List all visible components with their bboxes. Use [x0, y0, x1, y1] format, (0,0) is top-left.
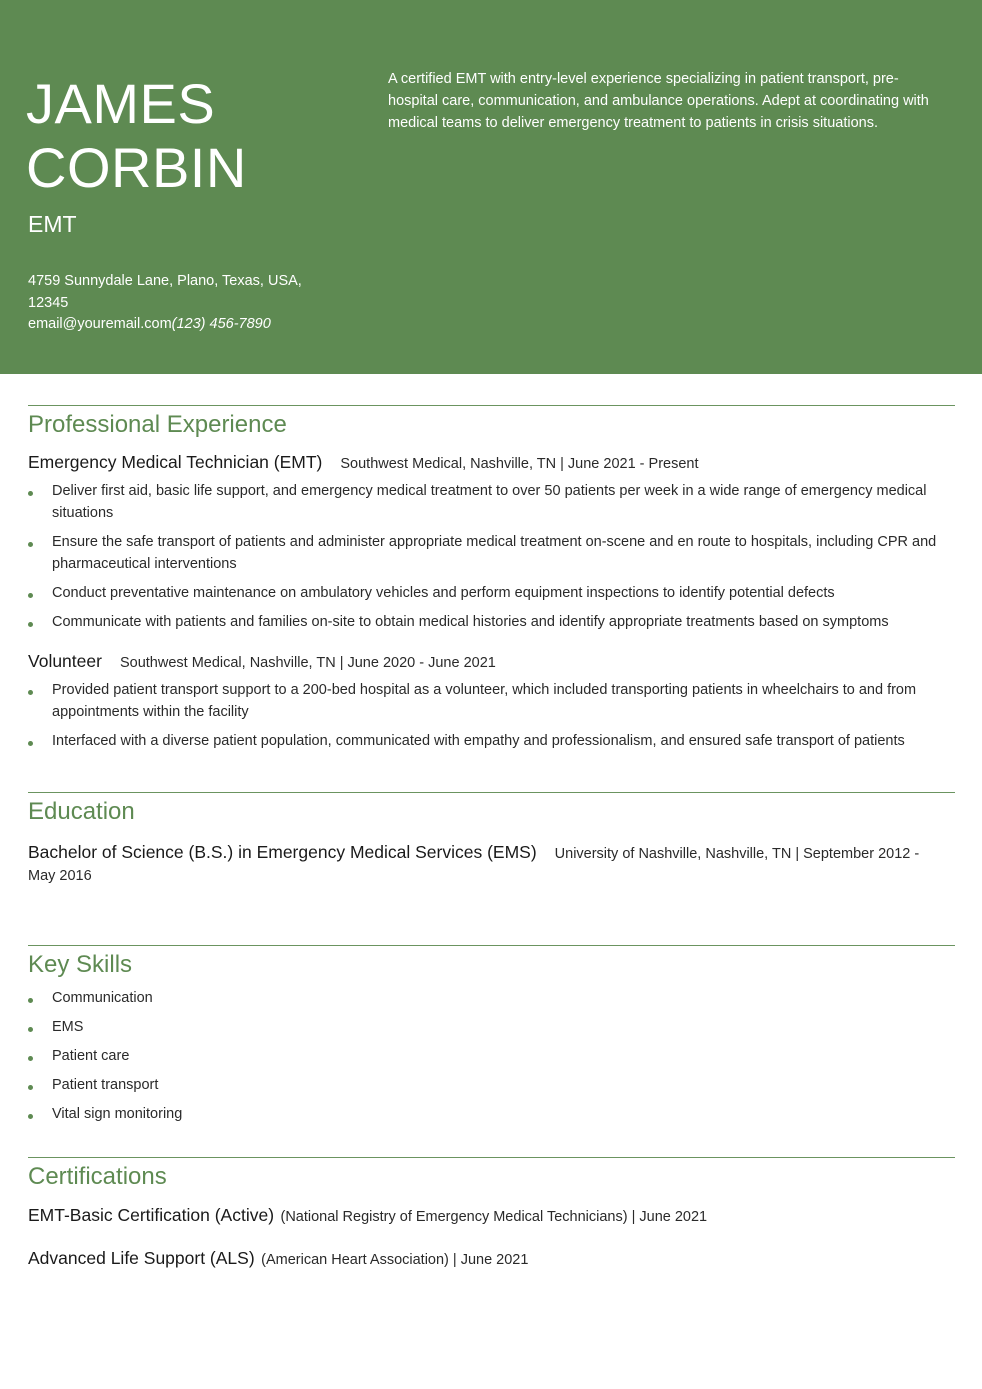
list-item: Interfaced with a diverse patient population, communicated with empathy and professionalism, and ensured safe transport of patients [28, 730, 955, 752]
list-item: Deliver first aid, basic life support, and emergency medical treatment to over 50 patients per week in a wide range of emergency medical situations [28, 480, 955, 524]
skills-list [28, 987, 955, 1125]
degree: Bachelor of Science (B.S.) in Emergency Medical Services (EMS) [28, 842, 537, 862]
job-meta: Southwest Medical, Nashville, TN | June 2020 - June 2021 [119, 655, 496, 671]
section-title: Professional Experience [28, 411, 287, 438]
section-divider [28, 792, 955, 793]
list-item: Ensure the safe transport of patients and administer appropriate medical treatment on-scene and en route to hospitals, including CPR and pharmaceutical interventions [28, 531, 955, 575]
job-entry [28, 651, 955, 752]
certification-name: EMT-Basic Certification (Active) [28, 1205, 275, 1225]
list-item: Provided patient transport support to a 200-bed hospital as a volunteer, which included transporting patients in wheelchairs to and from appointments within the facility [28, 679, 955, 723]
certification-entry [28, 1205, 955, 1226]
certification-entry [28, 1248, 955, 1269]
experience-section [28, 405, 955, 752]
certification-name: Advanced Life Support (ALS) [28, 1248, 255, 1268]
list-item: Patient care [28, 1045, 955, 1067]
list-item: Communicate with patients and families on-site to obtain medical histories and identify appropriate treatments based on symptoms [28, 611, 955, 633]
job-bullets [28, 679, 955, 752]
certification-meta: (American Heart Association) | June 2021 [261, 1252, 529, 1268]
list-item: Conduct preventative maintenance on ambulatory vehicles and perform equipment inspections to identify potential defects [28, 582, 955, 604]
section-divider [28, 945, 955, 946]
address: 4759 Sunnydale Lane, Plano, Texas, USA, 12345 [28, 273, 302, 311]
list-item: Patient transport [28, 1074, 955, 1096]
last-name: CORBIN [26, 136, 247, 199]
profile-summary: A certified EMT with entry-level experience specializing in patient transport, pre-hospital care, communication, and ambulance operations. Adept at coordinating with medical teams to deliver emergency treatment to patients in crisis situations. [388, 71, 929, 131]
education-section [28, 792, 955, 887]
header-banner [0, 0, 982, 374]
candidate-name [26, 72, 247, 200]
job-entry [28, 452, 955, 633]
skills-section [28, 945, 955, 1125]
first-name: JAMES [26, 72, 216, 135]
list-item: Communication [28, 987, 955, 1009]
section-title: Education [28, 798, 135, 825]
certifications-section [28, 1157, 955, 1269]
phone-number: (123) 456-7890 [171, 316, 271, 332]
certification-meta: (National Registry of Emergency Medical Technicians) | June 2021 [280, 1209, 708, 1225]
job-meta: Southwest Medical, Nashville, TN | June 2021 - Present [340, 456, 699, 472]
email-link[interactable]: email@youremail.com [28, 316, 172, 332]
contact-info [28, 271, 328, 336]
job-title: EMT [28, 211, 77, 237]
job-role: Emergency Medical Technician (EMT) [28, 452, 323, 472]
job-bullets [28, 480, 955, 633]
job-role: Volunteer [28, 651, 102, 671]
section-title: Certifications [28, 1163, 167, 1190]
section-divider [28, 1157, 955, 1158]
section-divider [28, 405, 955, 406]
education-meta: University of Nashville, Nashville, TN | September 2012 - May 2016 [28, 846, 920, 884]
section-title: Key Skills [28, 951, 133, 978]
list-item: Vital sign monitoring [28, 1103, 955, 1125]
list-item: EMS [28, 1016, 955, 1038]
education-entry [28, 841, 948, 887]
